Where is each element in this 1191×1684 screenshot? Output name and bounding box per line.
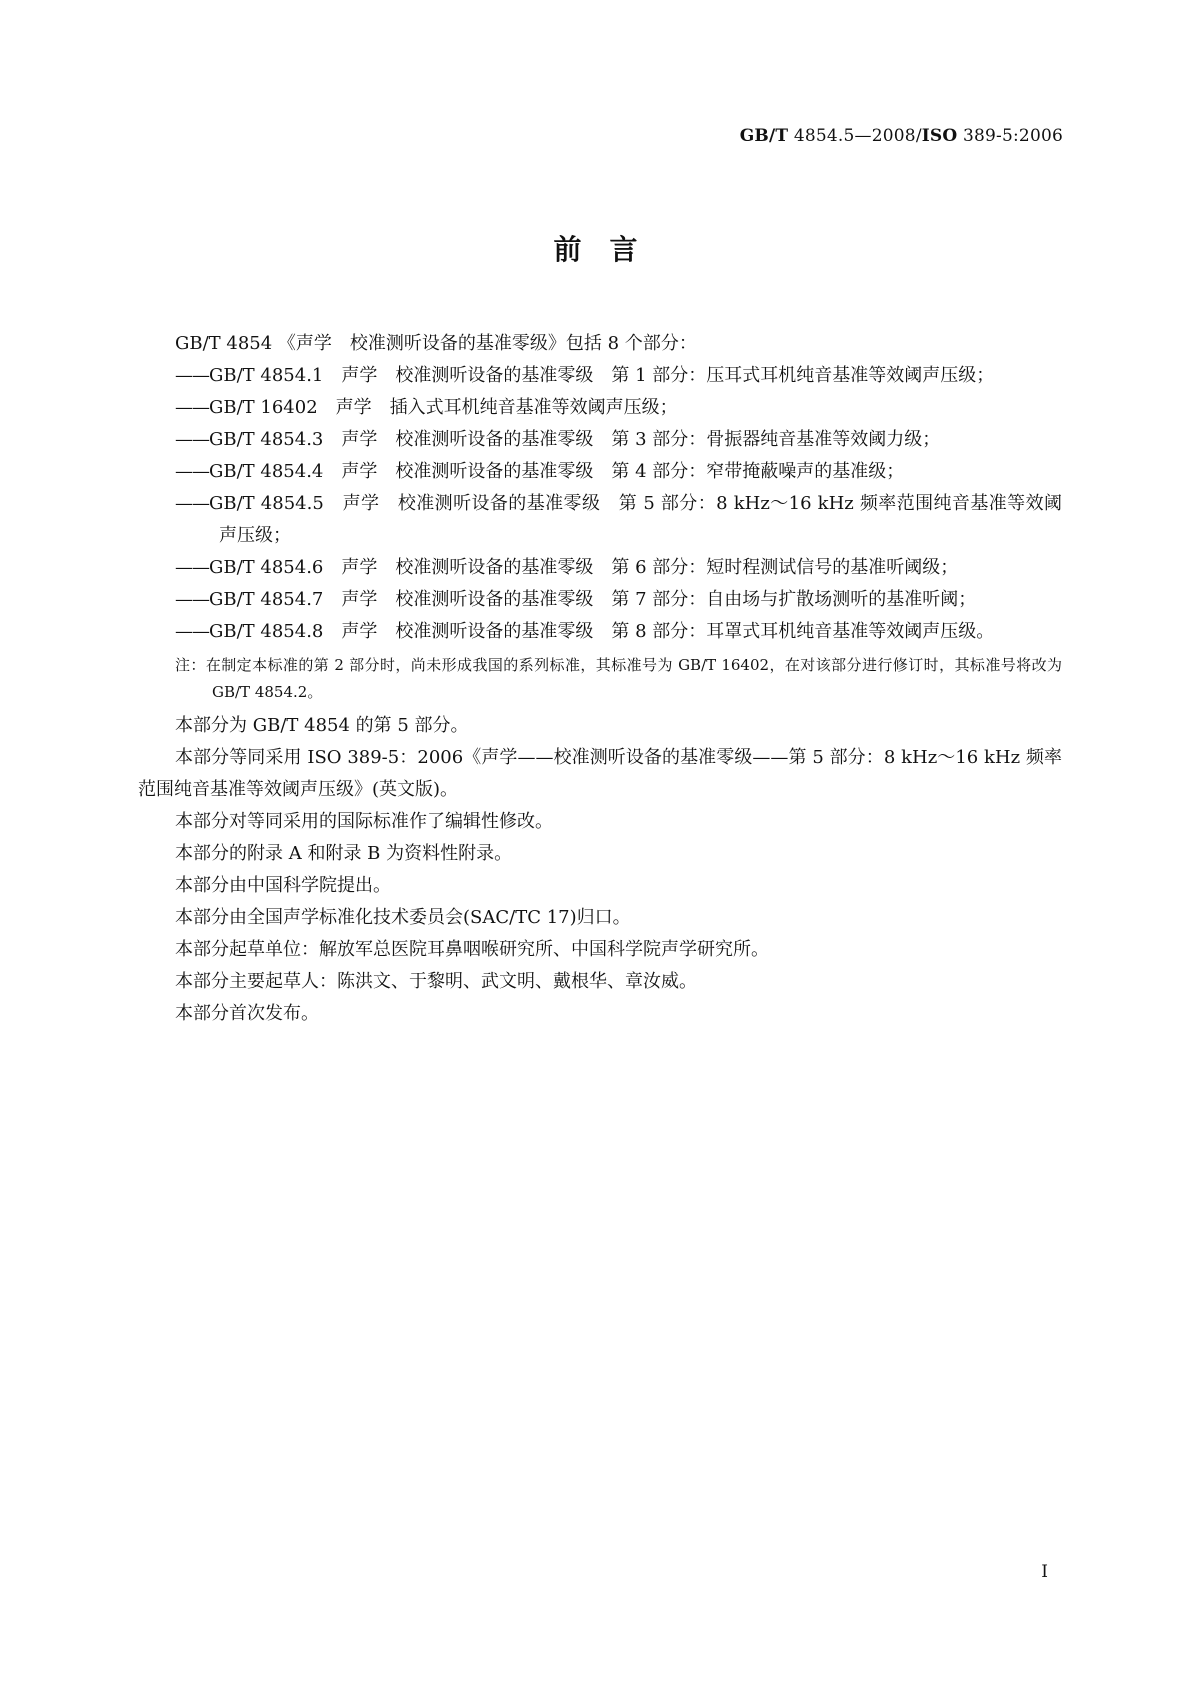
list-item <box>138 456 1062 488</box>
list-item <box>138 488 1062 552</box>
list-item <box>138 616 1062 648</box>
note-text: 注：在制定本标准的第 2 部分时，尚未形成我国的系列标准，其标准号为 GB/T 16402，在对该部分进行修订时，其标准号将改为 GB/T 4854.2。 <box>175 656 1062 701</box>
document-code-header <box>740 126 1063 146</box>
body-paragraph: 本部分为 GB/T 4854 的第 5 部分。 <box>175 715 469 736</box>
list-dash: —— <box>175 397 209 418</box>
list-item-text: GB/T 4854.1 声学 校准测听设备的基准零级 第 1 部分：压耳式耳机纯音基准等效阈声压级； <box>209 365 995 386</box>
list-dash: —— <box>175 365 209 386</box>
list-item-text: GB/T 4854.8 声学 校准测听设备的基准零级 第 8 部分：耳罩式耳机纯音基准等效阈声压级。 <box>209 621 995 642</box>
body-paragraph: 本部分等同采用 ISO 389-5：2006《声学——校准测听设备的基准零级——第 5 部分：8 kHz～16 kHz 频率范围纯音基准等效阈声压级》(英文版)。 <box>138 747 1062 800</box>
intro-paragraph: GB/T 4854 《声学 校准测听设备的基准零级》包括 8 个部分： <box>175 333 697 354</box>
list-item-text: GB/T 4854.3 声学 校准测听设备的基准零级 第 3 部分：骨振器纯音基准等效阈力级； <box>209 429 941 450</box>
foreword-body <box>138 328 1062 1030</box>
body-paragraph: 本部分起草单位：解放军总医院耳鼻咽喉研究所、中国科学院声学研究所。 <box>175 939 769 960</box>
list-dash: —— <box>175 621 209 642</box>
list-dash: —— <box>175 557 209 578</box>
header-code-iso-number: 389-5:2006 <box>957 126 1063 146</box>
list-item <box>138 552 1062 584</box>
list-dash: —— <box>175 461 209 482</box>
page-title: 前 言 <box>553 233 638 266</box>
body-paragraph: 本部分的附录 A 和附录 B 为资料性附录。 <box>175 843 513 864</box>
body-paragraph: 本部分主要起草人：陈洪文、于黎明、武文明、戴根华、章汝威。 <box>175 971 697 992</box>
list-item-text: GB/T 4854.5 声学 校准测听设备的基准零级 第 5 部分：8 kHz～16 kHz 频率范围纯音基准等效阈声压级； <box>209 493 1062 546</box>
list-item <box>138 360 1062 392</box>
list-item <box>138 424 1062 456</box>
list-dash: —— <box>175 589 209 610</box>
list-item-text: GB/T 16402 声学 插入式耳机纯音基准等效阈声压级； <box>209 397 678 418</box>
body-paragraph: 本部分对等同采用的国际标准作了编辑性修改。 <box>175 811 553 832</box>
list-item-text: GB/T 4854.4 声学 校准测听设备的基准零级 第 4 部分：窄带掩蔽噪声的基准级； <box>209 461 905 482</box>
header-code-number: 4854.5—2008/ <box>788 126 922 146</box>
header-code-iso: ISO <box>921 126 958 146</box>
list-dash: —— <box>175 429 209 450</box>
header-code-gbt: GB/T <box>739 126 789 146</box>
list-item-text: GB/T 4854.7 声学 校准测听设备的基准零级 第 7 部分：自由场与扩散场测听的基准听阈； <box>209 589 977 610</box>
list-dash: —— <box>175 493 209 514</box>
body-paragraph: 本部分由全国声学标准化技术委员会(SAC/TC 17)归口。 <box>175 907 631 928</box>
list-item <box>138 584 1062 616</box>
list-item-text: GB/T 4854.6 声学 校准测听设备的基准零级 第 6 部分：短时程测试信号的基准听阈级； <box>209 557 959 578</box>
body-paragraph: 本部分首次发布。 <box>175 1003 319 1024</box>
body-paragraph: 本部分由中国科学院提出。 <box>175 875 391 896</box>
page-number: I <box>1041 1562 1048 1582</box>
list-item <box>138 392 1062 424</box>
